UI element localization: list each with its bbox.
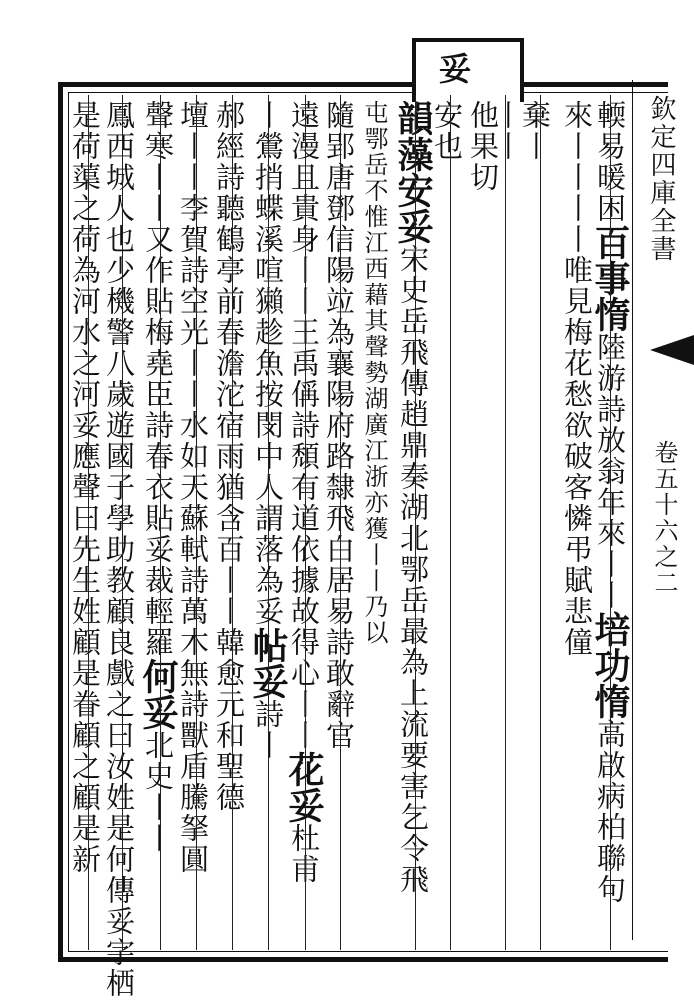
text-column [137, 100, 179, 854]
margin-volume: 卷五十六之二 [650, 440, 678, 596]
text-segment: 他果切 [466, 100, 500, 193]
text-column [102, 100, 136, 999]
text-segment: 棄丨 [518, 100, 552, 162]
text-segment: 郝經詩聽鶴亭前春澹沱宿雨猶含百丨丨 [212, 100, 246, 627]
column-rule [268, 95, 269, 950]
text-segment: 是荷蕖之荷為河水之河妥應聲曰先生姓顧是眷顧之顧是新 [68, 100, 102, 875]
text-segment: 客憐弔賦悲僮 [560, 472, 594, 658]
text-column [212, 100, 246, 813]
column-rule [540, 95, 541, 950]
text-segment: 韻藻 [392, 100, 434, 172]
text-segment: 丨鶯捎蝶溪喧獺趁魚按閔中人謂落為妥 [251, 100, 285, 627]
text-segment: 韓愈元和聖德 [212, 627, 246, 813]
text-segment: 杜甫 [287, 823, 321, 885]
text-segment: 百事惰 [589, 224, 631, 332]
column-rule [160, 95, 161, 950]
text-segment: 屯鄂岳不惟江西藉其聲勢湖廣江浙亦獲丨丨乃以 [360, 100, 388, 646]
column-rule [340, 95, 341, 950]
text-column [68, 100, 102, 875]
text-segment: 高啟病柏聯句 [593, 719, 627, 905]
text-column [176, 100, 210, 875]
entry-heading: 妥 [434, 52, 472, 84]
text-segment: 聲寒丨丨又作貼梅堯臣詩春衣貼妥裁輕羅 [141, 100, 175, 658]
text-segment: 何妥 [137, 658, 179, 730]
text-segment: 陸游詩放翁年來丨丨 [593, 332, 627, 611]
column-rule [610, 95, 611, 950]
text-segment: 隨郢唐鄧信陽竝為襄陽府路隸飛白居易詩敢辭官 [322, 100, 356, 751]
text-segment: 宋史岳飛傳趙鼎奏湖北鄂岳最為上流要害乞令飛 [396, 244, 430, 895]
column-rule [196, 95, 197, 950]
text-column [362, 100, 386, 646]
column-rule [232, 95, 233, 950]
column-rule [88, 95, 89, 950]
text-segment: 帖妥 [247, 627, 289, 699]
text-segment: 丨丨 [490, 100, 524, 162]
text-segment: 輭易暖困 [593, 100, 627, 224]
column-rule [450, 95, 451, 950]
text-segment: 安也 [430, 100, 464, 162]
text-segment: 鳳西城人也少機警八歲遊國子學助教顧良戲之曰汝姓是何 [102, 100, 136, 875]
text-column [392, 100, 434, 895]
text-segment: 詩獸盾騰拏圓 [176, 689, 210, 875]
text-column [560, 100, 594, 658]
text-segment: 詩丨 [251, 699, 285, 761]
column-rule [415, 95, 416, 950]
column-rule [122, 95, 123, 950]
text-segment: 傳妥字栖 [102, 875, 136, 999]
text-segment: 丨唯見梅花愁欲破 [560, 224, 594, 472]
text-segment: 北史丨丨 [141, 730, 175, 854]
text-segment: 來丨丨丨 [560, 100, 594, 224]
text-column [466, 100, 500, 193]
text-segment: 培功惰 [589, 611, 631, 719]
margin-book-title: 欽定四庫全書 [646, 95, 676, 263]
column-rule [305, 95, 306, 950]
text-segment: 遠漫且貴身丨丨王禹偁詩頹有道依據故得心丨丨 [287, 100, 321, 751]
text-column [283, 100, 325, 885]
text-column [518, 100, 552, 162]
column-rule [505, 95, 506, 950]
text-column [430, 100, 464, 162]
text-segment: 花妥 [283, 751, 325, 823]
text-segment: 壇丨丨李賀詩空光丨丨水如天蘇軾詩萬木無 [176, 100, 210, 689]
text-segment: 安妥 [392, 172, 434, 244]
text-column [322, 100, 356, 751]
